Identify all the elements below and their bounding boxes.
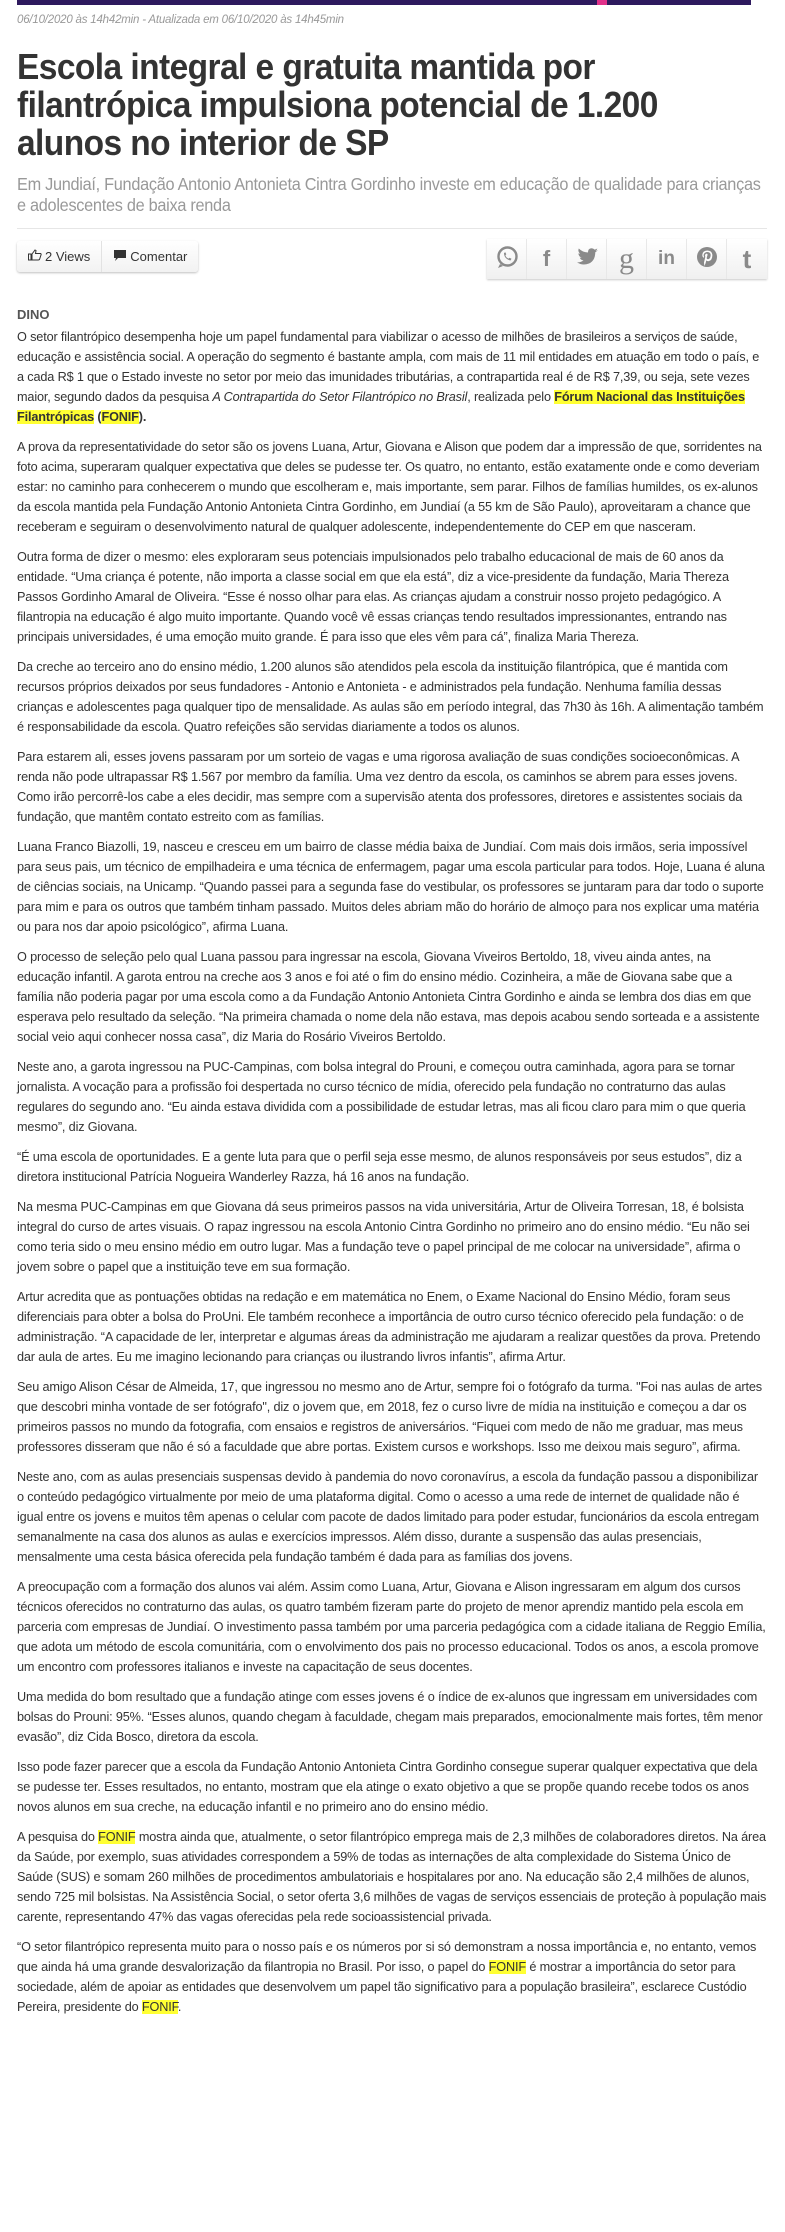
paragraph: A prova da representatividade do setor são os jovens Luana, Artur, Giovana e Alison que podem dar a impressão de que, sorridentes na foto acima, superaram qualquer expectativa que deles se pudesse ter. Os quatro, no entanto, estão exatamente onde e como deveriam estar: no caminho para conhecerem o mundo que escolheram e, mais importante, sem parar. Filhos de famílias humildes, os ex-alunos da escola mantida pela Fundação Antonio Antonieta Cintra Gordinho, em Jundiaí (a 55 km de São Paulo), aproveitaram a chance que receberam e seguiram o desenvolvimento natural de qualquer adolescente, independentemente do CEP em que nasceram. [17, 440, 762, 534]
article-actions [17, 241, 198, 272]
article-source: DINO [17, 307, 50, 322]
facebook-icon: f [542, 246, 551, 271]
highlight-fonif[interactable]: FONIF [488, 1960, 526, 1974]
thumbs-up-icon [28, 249, 42, 264]
pinterest-icon [695, 245, 719, 274]
views-button[interactable] [17, 241, 102, 272]
tumblr-icon: t [742, 243, 752, 274]
paragraph-text: O setor filantrópico desempenha hoje um papel fundamental para viabilizar o acesso de milhões de brasileiros a serviços de saúde, educação e assistência social. A operação do segmento é bastante ampla, com mais de 11 mil entidades em atuação em todo o país, e a cada R$ 1 que o Estado investe no setor por meio das imunidades tributárias, a contrapartida real é de R$ 7,39, ou seja, sete vezes maior, segundo dados da pesquisa [17, 330, 760, 404]
paragraph-text: A pesquisa do [17, 1830, 99, 1844]
paragraph: Neste ano, a garota ingressou na PUC-Campinas, com bolsa integral do Prouni, e começou outra caminhada, agora para se tornar jornalista. A vocação para a profissão foi despertada no curso técnico de mídia, oferecido pela fundação no contraturno das aulas regulares do segundo ano. “Eu ainda estava dividida com a possibilidade de estudar letras, mas ali ficou claro para mim o que queria mesmo”, diz Giovana. [17, 1060, 746, 1134]
paragraph: Seu amigo Alison César de Almeida, 17, que ingressou no mesmo ano de Artur, sempre foi o fotógrafo da turma. "Foi nas aulas de artes que descobri minha vontade de ser fotógrafo", diz o jovem que, em 2018, fez o curso livre de mídia na instituição e começou a dar os primeiros passos no mundo da fotografia, com ensaios e registros de aniversários. “Fiquei com medo de não me graduar, mas meus professores disseram que não é só a faculdade que abre portas. Existem cursos e workshops. Isso me deixou mais seguro”, afirma. [17, 1380, 762, 1454]
share-pinterest-button[interactable] [687, 239, 727, 279]
top-banner [17, 0, 751, 5]
highlight-forum-link[interactable]: Fórum Nacional das Instituições Filantrópicas [17, 390, 745, 424]
paragraph-text: ). [138, 410, 147, 424]
paragraph: Outra forma de dizer o mesmo: eles exploraram seus potenciais impulsionados pelo trabalho educacional de mais de 60 anos da entidade. “Uma criança é potente, não importa a classe social em que ela está”, diz a vice-presidente da fundação, Maria Thereza Passos Gordinho Amaral de Oliveira. “Esse é nosso olhar para elas. As crianças ajudam a construir nosso projeto pedagógico. A filantropia na educação é algo muito importante. Quando você vê essas crianças tendo resultados impressionantes, entrando nas principais universidades, é uma emoção muito grande. É para isso que eles vêm para cá”, finaliza Maria Thereza. [17, 550, 729, 644]
banner-accent [597, 0, 607, 5]
highlight-fonif[interactable]: FONIF [98, 1830, 136, 1844]
article [17, 12, 767, 2027]
article-subtitle: Em Jundiaí, Fundação Antonio Antonieta Cintra Gordinho investe em educação de qualidade para crianças e adolescentes de baixa renda [17, 174, 761, 215]
paragraph [17, 1827, 767, 1927]
article-body [17, 327, 767, 2017]
paragraph: “É uma escola de oportunidades. E a gente luta para que o perfil seja esse mesmo, de alunos responsáveis por seus estudos”, diz a diretora institucional Patrícia Nogueira Wanderley Razza, há 16 anos na fundação. [17, 1150, 742, 1184]
paragraph: Luana Franco Biazolli, 19, nasceu e cresceu em um bairro de classe média baixa de Jundiaí. Com mais dois irmãos, seria impossível para seus pais, um técnico de empilhadeira e uma técnica de enfermagem, pagar uma escola particular para todos. Hoje, Luana é aluna de ciências sociais, na Unicamp. “Quando passei para a segunda fase do vestibular, os professores se juntaram para dar todo o suporte para mim e para os outros que também tinham passado. Muitos deles abriam mão do horário de almoço para nos explicar uma matéria ou para nos dar apoio psicológico”, afirma Luana. [17, 840, 765, 934]
paragraph: Uma medida do bom resultado que a fundação atinge com esses jovens é o índice de ex-alunos que ingressam em universidades com bolsas do Prouni: 95%. “Esses alunos, quando chegam à faculdade, chegam mais preparados, emocionalmente mais fortes, têm menor evasão”, diz Cida Bosco, diretora da escola. [17, 1690, 763, 1744]
paragraph-text: , realizada pelo [467, 390, 555, 404]
article-toolbar [17, 239, 767, 289]
linkedin-icon: in [658, 248, 675, 269]
share-google-button[interactable] [607, 239, 647, 279]
article-title: Escola integral e gratuita mantida por filantrópica impulsiona potencial de 1.200 alunos no interior de SP [17, 46, 658, 163]
survey-title: A Contrapartida do Setor Filantrópico no Brasil [212, 390, 468, 404]
paragraph: Isso pode fazer parecer que a escola da Fundação Antonio Antonieta Cintra Gordinho consegue superar qualquer expectativa que dela se pudesse ter. Esses resultados, no entanto, mostram que ela atinge o exato objetivo a que se propõe quando recebe todos os anos novos alunos em sua creche, na educação infantil e no primeiro ano do ensino médio. [17, 1760, 758, 1814]
views-label: 2 Views [45, 249, 91, 264]
share-whatsapp-button[interactable] [487, 239, 527, 279]
share-twitter-button[interactable] [567, 239, 607, 279]
share-bar [487, 239, 767, 279]
paragraph-text: “O setor filantrópico representa muito para o nosso país e os números por si só demonstram a nossa importância e, no entanto, vemos que ainda há uma grande desvalorização da filantropia no Brasil. Por isso, o papel do [17, 1940, 757, 1974]
share-facebook-button[interactable] [527, 239, 567, 279]
highlight-fonif[interactable]: FONIF [101, 410, 139, 424]
google-icon: g [619, 242, 634, 275]
comment-label: Comentar [130, 249, 188, 264]
paragraph-text: mostra ainda que, atualmente, o setor filantrópico emprega mais de 2,3 milhões de colaboradores diretos. Na área da Saúde, por exemplo, suas atividades correspondem a 59% de todas as internações de alta complexidade do Sistema Único de Saúde (SUS) e somam 260 milhões de procedimentos ambulatoriais e hospitalares por ano. Na educação são 2,4 milhões de alunos, sendo 725 mil bolsistas. Na Assistência Social, o setor oferta 3,6 milhões de vagas de serviços essenciais de proteção à população mais carente, representando 47% das vagas oferecidas pela rede socioassistencial privada. [17, 1830, 767, 1924]
whatsapp-icon [495, 245, 519, 274]
share-tumblr-button[interactable] [727, 239, 767, 279]
paragraph: A preocupação com a formação dos alunos vai além. Assim como Luana, Artur, Giovana e Alison ingressaram em algum dos cursos técnicos oferecidos no contraturno das aulas, os quatro também fizeram parte do projeto de menor aprendiz mantido pela escola em parceria com empresas de Jundiaí. O investimento passa também por uma parceria pedagógica com a cidade italiana de Reggio Emília, que adota um método de escola comunitária, com o envolvimento dos pais no processo educacional. Todos os anos, a escola promove um encontro com professores italianos e investe na capacitação de seus docentes. [17, 1580, 766, 1674]
paragraph: Na mesma PUC-Campinas em que Giovana dá seus primeiros passos na vida universitária, Artur de Oliveira Torresan, 18, é bolsista integral do curso de artes visuais. O rapaz ingressou na escola Antonio Cintra Gordinho no primeiro ano do ensino médio. “Eu não sei como teria sido o meu ensino médio em outro lugar. Mas a fundação teve o papel principal de me colocar na universidade”, afirma o jovem sobre o papel que a instituição teve em sua formação. [17, 1200, 750, 1274]
paragraph-text: . [177, 2000, 182, 2014]
paragraph [17, 1937, 767, 2017]
paragraph: Para estarem ali, esses jovens passaram por um sorteio de vagas e uma rigorosa avaliação de suas condições socioeconômicas. A renda não pode ultrapassar R$ 1.567 por membro da família. Uma vez dentro da escola, os caminhos se abrem para esses jovens. Como irão percorrê-los cabe a eles decidir, mas sempre com a supervisão atenta dos professores, diretores e assistentes sociais da fundação, que mantêm contato estreito com as famílias. [17, 750, 743, 824]
paragraph: O processo de seleção pelo qual Luana passou para ingressar na escola, Giovana Viveiros Bertoldo, 18, viveu ainda antes, na educação infantil. A garota entrou na creche aos 3 anos e foi até o fim do ensino médio. Cozinheira, a mãe de Giovana sabe que a família não poderia pagar por uma escola como a da Fundação Antonio Antonieta Cintra Gordinho e ainda se lembra dos dias em que esperava pelo resultado da seleção. “Na primeira chamada o nome dela não estava, mas depois acabou sendo sorteada e a assistente social veio aqui conhecer nossa casa”, diz Maria do Rosário Viveiros Bertoldo. [17, 950, 760, 1044]
share-linkedin-button[interactable] [647, 239, 687, 279]
highlight-fonif[interactable]: FONIF [141, 2000, 178, 2014]
paragraph: Da creche ao terceiro ano do ensino médio, 1.200 alunos são atendidos pela escola da instituição filantrópica, que é mantida com recursos próprios deixados por seus fundadores - Antonio e Antonieta - e administrados pela fundação. Nenhuma família dessas crianças e adolescentes paga qualquer tipo de mensalidade. As aulas são em período integral, das 7h30 às 16h. A alimentação também é responsabilidade da escola. Quatro refeições são servidas diariamente a todos os alunos. [17, 660, 764, 734]
paragraph-text: é mostrar a importância do setor para sociedade, além de apoiar as entidades que desenvolvem um papel tão significativo para a população brasileira”, esclarece Custódio Pereira, presidente do [17, 1960, 747, 2014]
paragraph-text: ( [94, 410, 102, 424]
divider [17, 228, 767, 229]
paragraph: Artur acredita que as pontuações obtidas na redação e em matemática no Enem, o Exame Nacional do Ensino Médio, foram seus diferenciais para obter a bolsa do ProUni. Ele também reconhece a importância de outro curso técnico oferecido pela fundação: o de administração. “A capacidade de ler, interpretar e algumas áreas da administração me ajudaram a realizar questões da prova. Pretendo dar aula de artes. Eu me imagino lecionando para crianças ou ilustrando livros infantis”, afirma Artur. [17, 1290, 761, 1364]
comment-icon [113, 249, 127, 265]
paragraph [17, 327, 767, 427]
article-dateline: 06/10/2020 às 14h42min - Atualizada em 06/10/2020 às 14h45min [17, 14, 344, 26]
twitter-icon [575, 245, 599, 274]
comment-button[interactable] [102, 241, 198, 272]
paragraph: Neste ano, com as aulas presenciais suspensas devido à pandemia do novo coronavírus, a escola da fundação passou a disponibilizar o conteúdo pedagógico virtualmente por meio de uma plataforma digital. Como o acesso a uma rede de internet de qualidade não é igual entre os jovens e muitos têm apenas o celular com pacote de dados limitado para poder estudar, funcionários da escola entregam semanalmente na casa dos alunos as aulas e exercícios impressos. Além disso, durante a suspensão das aulas presenciais, mensalmente uma cesta básica oferecida pela fundação também é dada para as famílias dos jovens. [17, 1470, 759, 1564]
